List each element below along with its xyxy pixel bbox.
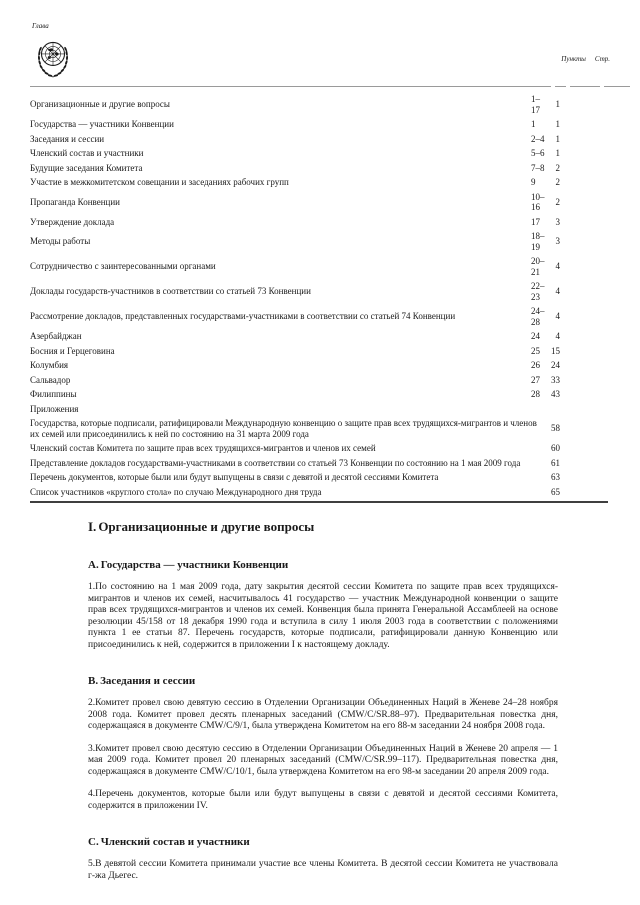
toc-entry-page: 58 — [551, 423, 560, 434]
section-heading-1 — [88, 519, 558, 535]
toc-entry-page: 2 — [555, 177, 560, 187]
toc-entry-paragraphs: 24 — [531, 331, 540, 341]
subsection-title: Членский состав и участники — [100, 836, 250, 848]
toc-entry-page: 1 — [555, 133, 560, 144]
toc-entry-paragraphs: 28 — [531, 389, 540, 399]
paragraph-2: 2.Комитет провел свою девятую сессию в Отделении Организации Объединенных Наций в Женеве 24–28 ноября 2008 года. Комитет провел десять пленарных заседаний (CMW/C/SR.88–97). Предварительная повестка дня, содержащаяся в документе CMW/C/9/1, была утверждена Комитетом на его 88-м заседании 24 ноября 2008 года. — [88, 698, 558, 731]
subsection-number: C. — [88, 836, 99, 848]
toc-entry-page: 4 — [555, 331, 560, 341]
toc-entry-page: 60 — [551, 443, 560, 453]
toc-annex-row — [30, 418, 560, 439]
toc-entry-page: 4 — [555, 286, 560, 297]
toc-entry-page: 3 — [555, 236, 560, 247]
toc-entry-paragraphs: 22–23 — [531, 281, 545, 302]
document-body — [88, 519, 558, 882]
toc-entry-title: Членский состав Комитета по защите прав всех трудящихся-мигрантов и членов их семей — [30, 443, 376, 453]
toc-row — [30, 163, 560, 174]
toc-row — [30, 192, 560, 213]
subsection-heading-a — [88, 559, 558, 571]
toc-row — [30, 177, 560, 188]
toc-entry-page: 2 — [555, 196, 560, 207]
toc-entry-title: Перечень документов, которые были или будут выпущены в связи с девятой и десятой сессиями Комитета — [30, 472, 439, 482]
toc-entry-title: Колумбия — [30, 360, 69, 370]
toc-entry-title: Методы работы — [30, 236, 91, 247]
toc-bottom-rule — [30, 501, 608, 503]
subsection-heading-b — [88, 675, 558, 687]
toc-row — [30, 331, 560, 342]
toc-entry-title: Рассмотрение докладов, представленных государствами-участниками в соответствии со статьей 74 Конвенции — [30, 311, 456, 322]
toc-entry-title: Членский состав и участники — [30, 148, 144, 158]
toc-entry-page: 3 — [555, 216, 560, 227]
toc-annexes-label: Приложения — [30, 403, 79, 414]
toc-annex-row — [30, 487, 560, 498]
section-title: Организационные и другие вопросы — [98, 519, 315, 534]
paragraph-1: 1.По состоянию на 1 мая 2009 года, дату закрытия десятой сессии Комитета по защите прав всех трудящихся-мигрантов и членов их семей, насчитывалось 41 государство — участник Международной конвенции о защите прав всех трудящихся-мигрантов и членов их семей. Конвенция была принята Генеральной Ассамблеей на основе резолюции 45/158 от 18 декабря 1990 года и вступила в силу 1 июля 2003 года в соответствии с положениями пункта 1 ее статьи 87. Перечень государств, которые подписали, ратифицировали данную Конвенцию или присоединились к ней, содержится в приложении I к настоящему докладу. — [88, 582, 558, 650]
toc-page-column-label: Стр. — [594, 55, 610, 63]
toc-entry-paragraphs: 1 — [531, 119, 536, 129]
toc-paragraphs-column-label: Пункты — [561, 55, 586, 63]
toc-entry-title: Представление докладов государствами-участниками в соответствии со статьей 73 Конвенции по состоянию на 1 мая 2009 года — [30, 457, 521, 468]
toc-entry-paragraphs: 10–16 — [531, 191, 545, 212]
toc-entry-paragraphs: 17 — [531, 216, 540, 227]
toc-entry-page: 63 — [551, 472, 560, 482]
subsection-number: B. — [88, 675, 99, 687]
toc-entry-paragraphs: 25 — [531, 345, 540, 356]
toc-row — [30, 346, 560, 357]
subsection-number: A. — [88, 559, 99, 571]
toc-entry-paragraphs: 1–17 — [531, 94, 540, 115]
page-header — [30, 22, 630, 86]
toc-row — [30, 217, 560, 228]
toc-entry-title: Организационные и другие вопросы — [30, 99, 170, 110]
toc-entry-page: 33 — [551, 374, 560, 385]
un-emblem-icon — [30, 35, 76, 88]
toc-row — [30, 256, 560, 277]
toc-chapter-column-label: Глава — [32, 22, 49, 30]
toc-entry-paragraphs: 24–28 — [531, 306, 545, 327]
toc-entry-title: Государства — участники Конвенции — [30, 119, 174, 129]
paragraph-5: 5.В девятой сессии Комитета принимали участие все члены Комитета. В десятой сессии Комитета не участвовала г-жа Дьегес. — [88, 859, 558, 881]
toc-entry-page: 15 — [551, 345, 560, 356]
toc-row — [30, 231, 560, 252]
toc-row — [30, 94, 560, 115]
toc-entry-paragraphs: 7–8 — [531, 162, 545, 173]
toc-entry-paragraphs: 27 — [531, 374, 540, 385]
toc-entry-paragraphs: 2–4 — [531, 133, 545, 144]
toc-entry-paragraphs: 9 — [531, 177, 536, 187]
toc-entry-page: 24 — [551, 360, 560, 370]
toc-entry-title: Филиппины — [30, 389, 77, 399]
toc-row — [30, 389, 560, 400]
table-of-contents — [30, 94, 560, 497]
toc-annex-row — [30, 458, 560, 469]
toc-row — [30, 148, 560, 159]
toc-entry-title: Будущие заседания Комитета — [30, 162, 143, 173]
toc-entry-page: 43 — [551, 389, 560, 399]
toc-entry-paragraphs: 18–19 — [531, 231, 545, 252]
toc-entry-title: Заседания и сессии — [30, 133, 105, 144]
toc-entry-paragraphs: 26 — [531, 360, 540, 370]
header-rule — [30, 86, 630, 87]
toc-entry-title: Сотрудничество с заинтересованными органами — [30, 261, 216, 272]
toc-entry-paragraphs: 5–6 — [531, 148, 545, 158]
toc-entry-title: Участие в межкомитетском совещании и заседаниях рабочих групп — [30, 177, 289, 187]
paragraph-4: 4.Перечень документов, которые были или будут выпущены в связи с девятой и десятой сессиями Комитета, содержится в приложении IV. — [88, 789, 558, 811]
toc-entry-title: Пропаганда Конвенции — [30, 196, 120, 207]
toc-row — [30, 281, 560, 302]
subsection-title: Заседания и сессии — [100, 675, 196, 687]
toc-entry-page: 65 — [551, 486, 560, 497]
toc-annex-row — [30, 443, 560, 454]
toc-entry-title: Утверждение доклада — [30, 216, 115, 227]
paragraph-3: 3.Комитет провел свою десятую сессию в Отделении Организации Объединенных Наций в Женеве 20 апреля — 1 мая 2009 года. Комитет провел 20 пленарных заседаний (CMW/C/SR.99–117). Предварительная повестка дня, содержащаяся в документе CMW/C/10/1, была утверждена Комитетом на его 98-м заседании 20 апреля 2009 года. — [88, 743, 558, 777]
toc-row — [30, 375, 560, 386]
toc-entry-title: Доклады государств-участников в соответствии со статьей 73 Конвенции — [30, 286, 311, 297]
toc-entry-page: 1 — [555, 148, 560, 158]
toc-row — [30, 134, 560, 145]
toc-entry-title: Список участников «круглого стола» по случаю Международного дня труда — [30, 486, 322, 497]
toc-annex-row — [30, 472, 560, 483]
toc-number-column-labels — [561, 55, 610, 63]
toc-entry-title: Азербайджан — [30, 331, 82, 341]
subsection-heading-c — [88, 836, 558, 848]
toc-entry-page: 1 — [555, 99, 560, 110]
toc-entry-page: 4 — [555, 261, 560, 272]
toc-row — [30, 306, 560, 327]
section-number: I. — [88, 519, 97, 534]
toc-entry-page: 4 — [555, 311, 560, 322]
toc-row — [30, 360, 560, 371]
toc-entry-title: Государства, которые подписали, ратифицировали Международную конвенцию о защите прав всех трудящихся-мигрантов и членов их семей или присоединились к ней по состоянию на 31 марта 2009 года — [30, 418, 537, 439]
toc-row — [30, 119, 560, 130]
toc-entry-page: 2 — [555, 162, 560, 173]
subsection-title: Государства — участники Конвенции — [100, 559, 289, 571]
toc-entry-title: Сальвадор — [30, 374, 71, 385]
toc-entry-page: 61 — [551, 457, 560, 468]
toc-entry-page: 1 — [555, 119, 560, 129]
toc-entry-paragraphs: 20–21 — [531, 256, 545, 277]
toc-entry-title: Босния и Герцеговина — [30, 345, 115, 356]
